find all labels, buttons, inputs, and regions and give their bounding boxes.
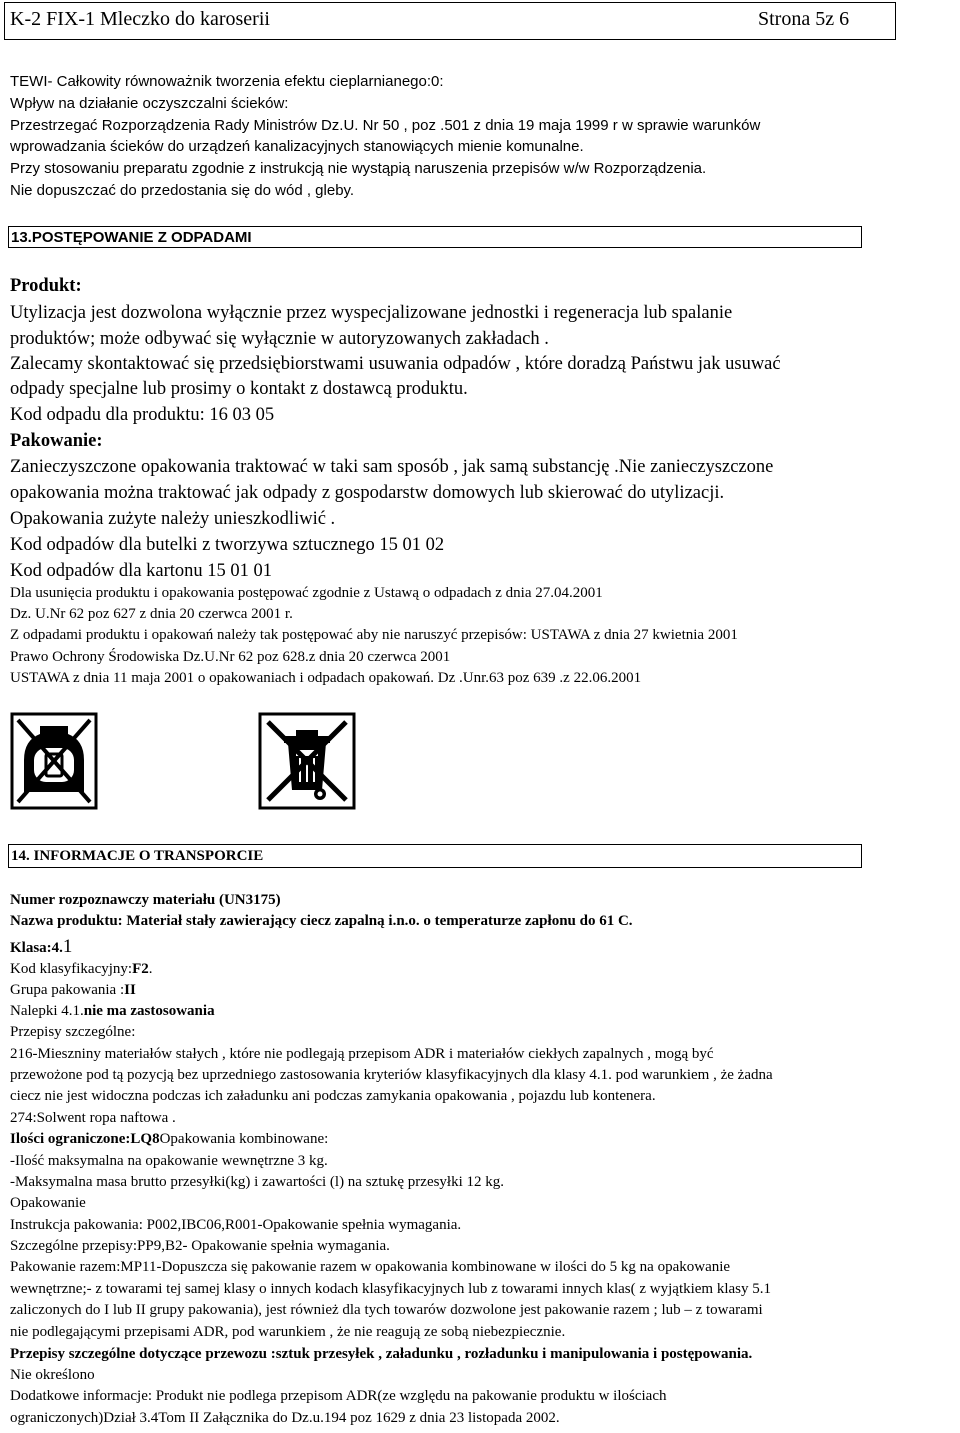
law-line: Z odpadami produktu i opakowań należy tak postępować aby nie naruszyć przepisów: USTAWA z dnia 27 kwietnia 2001 <box>10 627 738 643</box>
disposal-line: odpady specjalne lub prosimy o kontakt z dostawcą produktu. <box>10 379 468 399</box>
waste-code-carton: Kod odpadów dla kartonu 15 01 01 <box>10 561 273 581</box>
product-heading: Produkt: <box>10 276 82 296</box>
law-line: Prawo Ochrony Środowiska Dz.U.Nr 62 poz 628.z dnia 20 czerwca 2001 <box>10 649 451 665</box>
un-number: Numer rozpoznawczy materiału (UN3175) <box>10 892 281 908</box>
limit-line: nie podlegającymi przepisami ADR, pod warunkiem , że nie reagują ze sobą niebezpiecznie. <box>10 1324 566 1340</box>
waste-code-product: Kod odpadu dla produktu: 16 03 05 <box>10 405 275 425</box>
limit-line: wewnętrzne;- z towarami tej samej klasy o innych kodach klasyfikacyjnych lub z towarami innych klas( z wyjątkiem klasy 5.1 <box>10 1281 772 1297</box>
transport-line: Dodatkowe informacje: Produkt nie podlega przepisom ADR(ze względu na pakowanie produktu w ilościach <box>10 1388 667 1404</box>
transport-special: Przepisy szczególne dotyczące przewozu :sztuk przesyłek , załadunku , rozładunku i manipulowania i postępowania. <box>10 1346 753 1362</box>
special-line: 216-Mieszniny materiałów stałych , które nie podlegają przepisom ADR i materiałów ciekłych zapalnych , mogą być <box>10 1046 714 1062</box>
law-line: Dz. U.Nr 62 poz 627 z dnia 20 czerwca 2001 r. <box>10 606 293 622</box>
transport-line: Nie określono <box>10 1367 95 1383</box>
waste-code-bottle: Kod odpadów dla butelki z tworzywa sztucznego 15 01 02 <box>10 535 445 555</box>
eco-line: Przy stosowaniu preparatu zgodnie z instrukcją nie wystąpią naruszenia przepisów w/w Rozporządzenia. <box>10 160 707 177</box>
limit-line: -Ilość maksymalna na opakowanie wewnętrzne 3 kg. <box>10 1153 328 1169</box>
crossed-bin-icon <box>258 712 356 810</box>
limit-line: -Maksymalna masa brutto przesyłki(kg) i zawartości (l) na sztukę przesyłki 12 kg. <box>10 1174 505 1190</box>
limit-line: Szczególne przepisy:PP9,B2- Opakowanie spełnia wymagania. <box>10 1238 390 1254</box>
classification-code: Kod klasyfikacyjny:F2. <box>10 961 153 977</box>
special-line: 274:Solwent ropa naftowa . <box>10 1110 176 1126</box>
hazard-class: Klasa:4.1 <box>10 936 73 957</box>
eco-line: Przestrzegać Rozporządzenia Rady Ministrów Dz.U. Nr 50 , poz .501 z dnia 19 maja 1999 r w sprawie warunków <box>10 117 761 134</box>
page-number: Strona 5z 6 <box>758 8 850 30</box>
eco-line: Nie dopuszczać do przedostania się do wód , gleby. <box>10 182 355 199</box>
law-line: USTAWA z dnia 11 maja 2001 o opakowaniach i odpadach opakowań. Dz .Unr.63 poz 639 .z 22.06.2001 <box>10 670 642 686</box>
disposal-line: Zalecamy skontaktować się przedsiębiorstwami usuwania odpadów , które doradzą Państwu jak usuwać <box>10 354 781 374</box>
transport-line: ograniczonych)Dział 3.4Tom II Załącznika do Dz.u.194 poz 1629 z dnia 23 listopada 2002. <box>10 1410 560 1426</box>
section13-title: 13.POSTĘPOWANIE Z ODPADAMI <box>11 229 252 246</box>
special-line: przewożone pod tą pozycją bez uprzedniego zastosowania kryteriów klasyfikacyjnych dla klasy 4.1. pod warunkiem , że żadna <box>10 1067 773 1083</box>
eco-line: TEWI- Całkowity równoważnik tworzenia efektu cieplarnianego:0: <box>10 73 444 90</box>
limit-line: Pakowanie razem:MP11-Dopuszcza się pakowanie razem w opakowania kombinowane w ilości do 5 kg na opakowanie <box>10 1259 731 1275</box>
eco-line: Wpływ na działanie oczyszczalni ścieków: <box>10 95 289 112</box>
no-burn-icon <box>10 712 98 810</box>
limit-line: Opakowanie <box>10 1195 86 1211</box>
hazard-labels: Nalepki 4.1.nie ma zastosowania <box>10 1003 215 1019</box>
special-line: ciecz nie jest widoczna podczas ich załadunku ani podczas zamykania opakowania , pojazdu lub kontenera. <box>10 1088 656 1104</box>
packaging-line: Opakowania zużyte należy unieszkodliwić . <box>10 509 336 529</box>
packing-group: Grupa pakowania :II <box>10 982 136 998</box>
law-line: Dla usunięcia produktu i opakowania postępować zgodnie z Ustawą o odpadach z dnia 27.04.2001 <box>10 585 603 601</box>
product-name: Nazwa produktu: Materiał stały zawierający ciecz zapalną i.n.o. o temperaturze zapłonu do 61 C. <box>10 913 633 929</box>
packaging-heading: Pakowanie: <box>10 431 103 451</box>
special-heading: Przepisy szczególne: <box>10 1024 136 1040</box>
disposal-line: Utylizacja jest dozwolona wyłącznie przez wyspecjalizowane jednostki i regeneracja lub spalanie <box>10 303 733 323</box>
limit-line: Instrukcja pakowania: P002,IBC06,R001-Opakowanie spełnia wymagania. <box>10 1217 462 1233</box>
packaging-line: Zanieczyszczone opakowania traktować w taki sam sposób , jak samą substancję .Nie zanieczyszczone <box>10 457 774 477</box>
packaging-line: opakowania można traktować jak odpady z gospodarstw domowych lub skierować do utylizacji. <box>10 483 725 503</box>
document-title: K-2 FIX-1 Mleczko do karoserii <box>10 8 270 30</box>
disposal-line: produktów; może odbywać się wyłącznie w autoryzowanych zakładach . <box>10 329 549 349</box>
eco-line: wprowadzania ścieków do urządzeń kanalizacyjnych stanowiących mienie komunalne. <box>10 138 584 155</box>
limited-quantities: Ilości ograniczone:LQ8Opakowania kombinowane: <box>10 1131 329 1147</box>
section14-title: 14. INFORMACJE O TRANSPORCIE <box>11 848 264 864</box>
limit-line: zaliczonych do I lub II grupy pakowania), jest również dla tych towarów dozwolone jest pakowanie razem ; lub – z towarami <box>10 1302 763 1318</box>
